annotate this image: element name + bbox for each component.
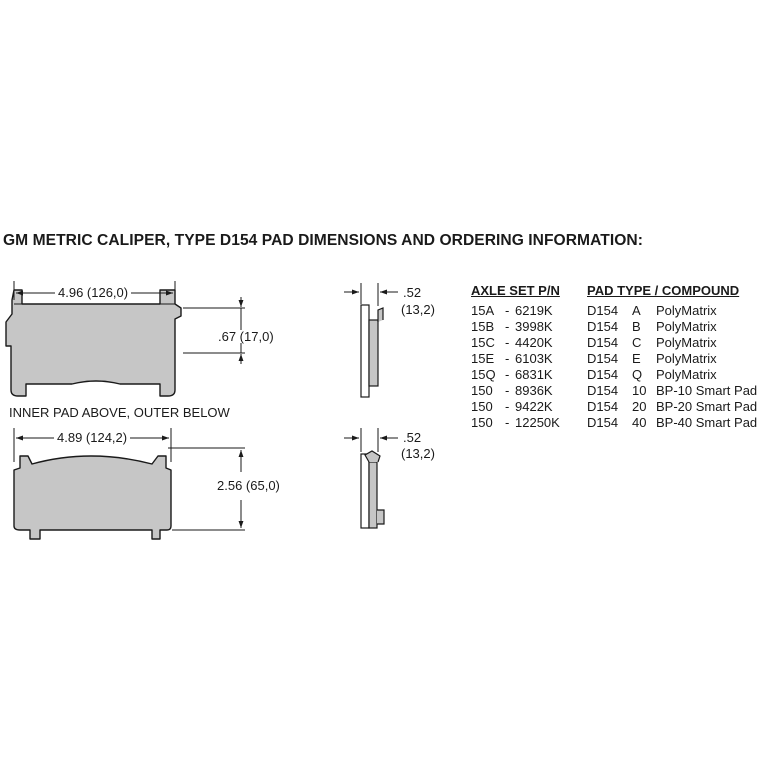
- bottom-thickness-metric: (13,2): [401, 446, 435, 461]
- row-code: 40: [632, 415, 647, 430]
- row-pn: 6831K: [515, 367, 553, 382]
- table-row: [471, 336, 768, 352]
- row-prefix: 15E: [471, 351, 495, 366]
- row-sep: -: [505, 399, 510, 414]
- table-row: [471, 352, 768, 368]
- table-row: [471, 304, 768, 320]
- row-sep: -: [505, 415, 510, 430]
- table-row: [471, 320, 768, 336]
- page-title: GM METRIC CALIPER, TYPE D154 PAD DIMENSIONS AND ORDERING INFORMATION:: [3, 232, 643, 249]
- row-prefix: 150: [471, 383, 493, 398]
- row-code: E: [632, 351, 641, 366]
- row-type: D154: [587, 415, 619, 430]
- row-compound: BP-40 Smart Pad: [656, 415, 758, 430]
- row-prefix: 150: [471, 415, 493, 430]
- row-pn: 6103K: [515, 351, 553, 366]
- row-prefix: 15C: [471, 335, 495, 350]
- row-code: A: [632, 303, 641, 318]
- row-prefix: 15Q: [471, 367, 496, 382]
- outer-width-label: 4.89 (124,2): [54, 431, 130, 444]
- row-type: D154: [587, 383, 619, 398]
- row-pn: 6219K: [515, 303, 553, 318]
- row-code: C: [632, 335, 642, 350]
- row-sep: -: [505, 351, 510, 366]
- row-pn: 3998K: [515, 319, 553, 334]
- row-pn: 8936K: [515, 383, 553, 398]
- row-sep: -: [505, 319, 510, 334]
- row-sep: -: [505, 383, 510, 398]
- row-type: D154: [587, 319, 619, 334]
- outer-height-label: 2.56 (65,0): [217, 478, 280, 493]
- row-compound: PolyMatrix: [656, 367, 717, 382]
- row-pn: 9422K: [515, 399, 553, 414]
- row-code: 10: [632, 383, 647, 398]
- row-compound: BP-20 Smart Pad: [656, 399, 758, 414]
- row-prefix: 150: [471, 399, 493, 414]
- inner-pad-outline: [6, 290, 181, 396]
- table-row: [471, 416, 768, 432]
- row-sep: -: [505, 335, 510, 350]
- table-row: [471, 384, 768, 400]
- row-type: D154: [587, 367, 619, 382]
- pad-type-header: PAD TYPE / COMPOUND: [587, 283, 740, 298]
- row-prefix: 15A: [471, 303, 495, 318]
- outer-pad-side-view: [344, 428, 398, 528]
- top-thickness-metric: (13,2): [401, 302, 435, 317]
- row-sep: -: [505, 303, 510, 318]
- row-compound: PolyMatrix: [656, 351, 717, 366]
- row-sep: -: [505, 367, 510, 382]
- inner-height-label: .67 (17,0): [218, 329, 274, 344]
- row-pn: 12250K: [515, 415, 560, 430]
- row-compound: PolyMatrix: [656, 335, 717, 350]
- row-code: 20: [632, 399, 647, 414]
- row-type: D154: [587, 351, 619, 366]
- row-code: Q: [632, 367, 643, 382]
- inner-width-label: 4.96 (126,0): [55, 286, 131, 299]
- row-pn: 4420K: [515, 335, 553, 350]
- top-thickness-label: .52: [403, 285, 422, 300]
- outer-pad-outline: [14, 456, 171, 539]
- axle-set-header: AXLE SET P/N: [471, 283, 560, 298]
- inner-pad-side-view: [344, 283, 398, 397]
- table-row: [471, 400, 768, 416]
- row-compound: PolyMatrix: [656, 303, 717, 318]
- bottom-thickness-label: .52: [403, 430, 422, 445]
- pad-position-caption: INNER PAD ABOVE, OUTER BELOW: [9, 405, 230, 420]
- row-prefix: 15B: [471, 319, 495, 334]
- row-type: D154: [587, 335, 619, 350]
- row-compound: BP-10 Smart Pad: [656, 383, 758, 398]
- table-row: [471, 368, 768, 384]
- row-code: B: [632, 319, 641, 334]
- row-compound: PolyMatrix: [656, 319, 717, 334]
- row-type: D154: [587, 399, 619, 414]
- row-type: D154: [587, 303, 619, 318]
